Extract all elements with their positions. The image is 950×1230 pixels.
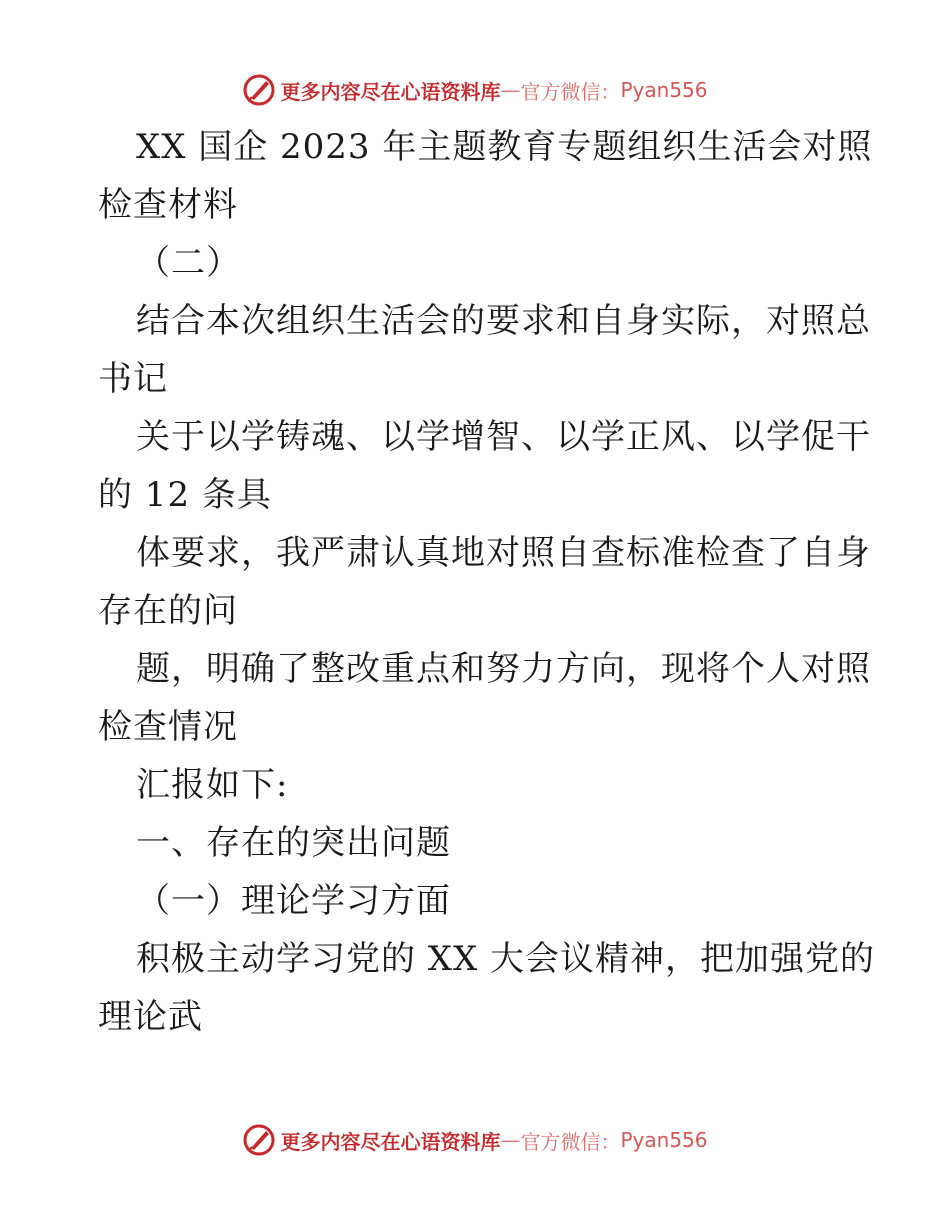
banner-main-text: 更多内容尽在心语资料库 [280, 79, 501, 104]
doc-text-line: 题，明确了整改重点和努力方向，现将个人对照 [136, 649, 871, 689]
banner-main-text: 更多内容尽在心语资料库 [280, 1129, 501, 1154]
doc-text-line: 积极主动学习党的 XX 大会议精神，把加强党的 [136, 939, 876, 979]
doc-text-line: 存在的问 [98, 591, 238, 631]
doc-text-line: 检查情况 [98, 707, 238, 747]
doc-title-line-1: XX 国企 2023 年主题教育专题组织生活会对照 [136, 127, 873, 167]
doc-text-line: 结合本次组织生活会的要求和自身实际，对照总 [136, 301, 871, 341]
doc-section-heading: 一、存在的突出问题 [136, 823, 451, 863]
doc-subtitle: （二） [136, 243, 241, 283]
quill-pen-logo-icon [242, 73, 276, 107]
doc-text-line: 书记 [98, 359, 168, 399]
footer-watermark-banner [0, 1120, 950, 1160]
banner-sub-text: 官方微信： [520, 79, 621, 104]
doc-text-line: 的 12 条具 [98, 475, 272, 515]
doc-title-line-2: 检查材料 [98, 185, 238, 225]
header-watermark-banner [0, 70, 950, 110]
document-body [98, 118, 876, 1046]
banner-wechat-id: Pyan556 [620, 1128, 708, 1152]
quill-pen-logo-icon [242, 1123, 276, 1157]
doc-text-line: 理论武 [98, 997, 203, 1037]
banner-sub-text: 官方微信： [520, 1129, 621, 1154]
banner-wechat-id: Pyan556 [620, 78, 708, 102]
doc-text-line: 汇报如下: [136, 765, 289, 805]
doc-subsection-heading: （一）理论学习方面 [136, 881, 451, 921]
banner-separator: — [500, 78, 521, 102]
doc-text-line: 关于以学铸魂、以学增智、以学正风、以学促干 [136, 417, 871, 457]
banner-separator: — [500, 1128, 521, 1152]
doc-text-line: 体要求，我严肃认真地对照自查标准检查了自身 [136, 533, 871, 573]
